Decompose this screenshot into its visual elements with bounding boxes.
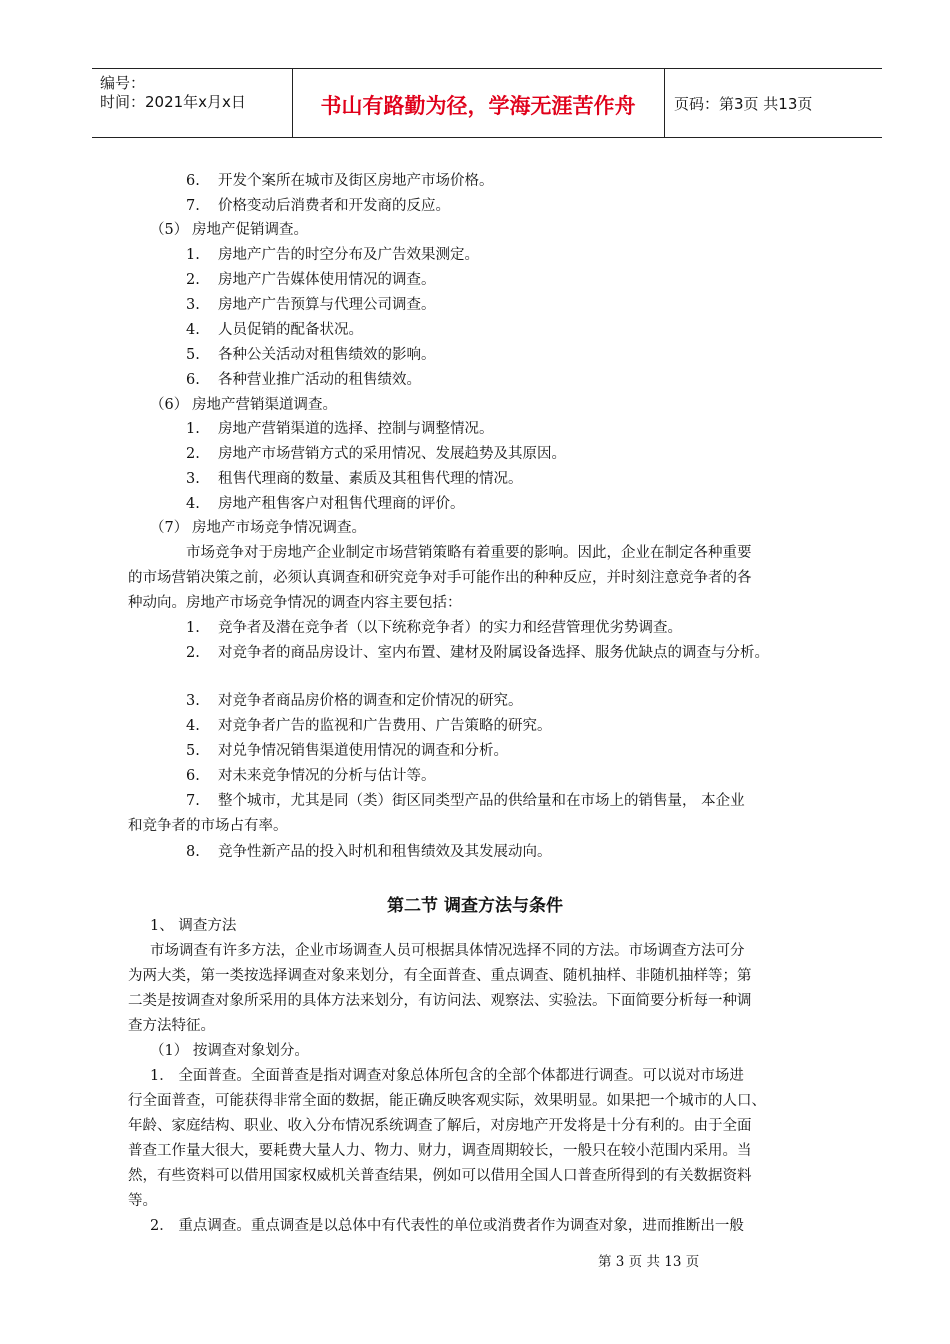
paragraph-line: 二类是按调查对象所采用的具体方法来划分，有访问法、观察法、实验法。下面简要分析每一种调 — [128, 993, 752, 1009]
paragraph-line: 为两大类，第一类按选择调查对象来划分，有全面普查、重点调查、随机抽样、非随机抽样等；第 — [128, 968, 752, 984]
list-item: 3. 对竞争者商品房价格的调查和定价情况的研究。 — [186, 693, 523, 709]
paragraph-line: 的市场营销决策之前，必须认真调查和研究竞争对手可能作出的种种反应，并时刻注意竞争者的各 — [128, 570, 752, 586]
page-info: 页码：第3页 共13页 — [674, 95, 813, 113]
list-item: 1. 房地产营销渠道的选择、控制与调整情况。 — [186, 421, 494, 437]
page-footer: 第 3 页 共 13 页 — [598, 1254, 700, 1270]
subheading: （1） 按调查对象划分。 — [150, 1043, 309, 1059]
paragraph-line: 1． 全面普查。全面普查是指对调查对象总体所包含的全部个体都进行调查。可以说对市场进 — [150, 1068, 744, 1084]
list-item: 3. 租售代理商的数量、素质及其租售代理的情况。 — [186, 471, 523, 487]
paragraph-line: 市场调查有许多方法，企业市场调查人员可根据具体情况选择不同的方法。市场调查方法可分 — [150, 943, 745, 959]
paragraph-line: 行全面普查，可能获得非常全面的数据，能正确反映客观实际，效果明显。如果把一个城市的人口、 — [128, 1093, 766, 1109]
list-item: 6. 各种营业推广活动的租售绩效。 — [186, 372, 421, 388]
paragraph-line: 等。 — [128, 1193, 157, 1209]
paragraph-line: 年龄、家庭结构、职业、收入分布情况系统调查了解后，对房地产开发将是十分有利的。由于全面 — [128, 1118, 752, 1134]
list-item: 5. 各种公关活动对租售绩效的影响。 — [186, 347, 436, 363]
list-item: 6. 对未来竞争情况的分析与估计等。 — [186, 768, 436, 784]
paragraph-line: 市场竞争对于房地产企业制定市场营销策略有着重要的影响。因此，企业在制定各种重要 — [186, 545, 752, 561]
list-item: 4. 人员促销的配备状况。 — [186, 322, 363, 338]
list-item: 7. 价格变动后消费者和开发商的反应。 — [186, 198, 450, 214]
list-item: 1. 竞争者及潜在竞争者（以下统称竞争者）的实力和经营管理优劣势调查。 — [186, 620, 682, 636]
paragraph-line: 然，有些资料可以借用国家权威机关普查结果，例如可以借用全国人口普查所得到的有关数据资料 — [128, 1168, 752, 1184]
paragraph-line: 2． 重点调查。重点调查是以总体中有代表性的单位或消费者作为调查对象，进而推断出一般 — [150, 1218, 744, 1234]
list-item: 3. 房地产广告预算与代理公司调查。 — [186, 297, 436, 313]
page-header — [92, 68, 882, 138]
motto: 书山有路勤为径，学海无涯苦作舟 — [320, 94, 636, 118]
list-item: 4. 房地产租售客户对租售代理商的评价。 — [186, 496, 465, 512]
section-heading: （6） 房地产营销渠道调查。 — [150, 397, 337, 413]
list-item: 5. 对兑争情况销售渠道使用情况的调查和分析。 — [186, 743, 508, 759]
list-item: 2. 房地产市场营销方式的采用情况、发展趋势及其原因。 — [186, 446, 566, 462]
header-left-cell — [92, 69, 293, 137]
section-heading: （5） 房地产促销调查。 — [150, 222, 308, 238]
paragraph-line: 种动向。房地产市场竞争情况的调查内容主要包括： — [128, 595, 462, 611]
list-item: 8. 竞争性新产品的投入时机和租售绩效及其发展动向。 — [186, 844, 552, 860]
time-label: 时间：2021年x月x日 — [100, 93, 246, 111]
list-item: 1. 房地产广告的时空分布及广告效果测定。 — [186, 247, 479, 263]
subheading: 1、 调查方法 — [150, 918, 237, 934]
header-motto-cell — [292, 69, 665, 137]
header-page-cell — [664, 69, 882, 137]
section-heading: （7） 房地产市场竞争情况调查。 — [150, 520, 366, 536]
list-item: 4. 对竞争者广告的监视和广告费用、广告策略的研究。 — [186, 718, 552, 734]
section-title: 第二节 调查方法与条件 — [387, 896, 563, 916]
list-item-continuation: 和竞争者的市场占有率。 — [128, 818, 288, 834]
list-item: 6. 开发个案所在城市及街区房地产市场价格。 — [186, 173, 494, 189]
id-label: 编号： — [100, 74, 146, 92]
list-item: 2. 房地产广告媒体使用情况的调查。 — [186, 272, 436, 288]
list-item: 2. 对竞争者的商品房设计、室内布置、建材及附属设备选择、服务优缺点的调查与分析。 — [186, 645, 769, 661]
paragraph-line: 查方法特征。 — [128, 1018, 215, 1034]
list-item: 7. 整个城市，尤其是同（类）街区同类型产品的供给量和在市场上的销售量， 本企业 — [186, 793, 745, 809]
paragraph-line: 普查工作量大很大，要耗费大量人力、物力、财力，调查周期较长，一般只在较小范围内采用。当 — [128, 1143, 752, 1159]
